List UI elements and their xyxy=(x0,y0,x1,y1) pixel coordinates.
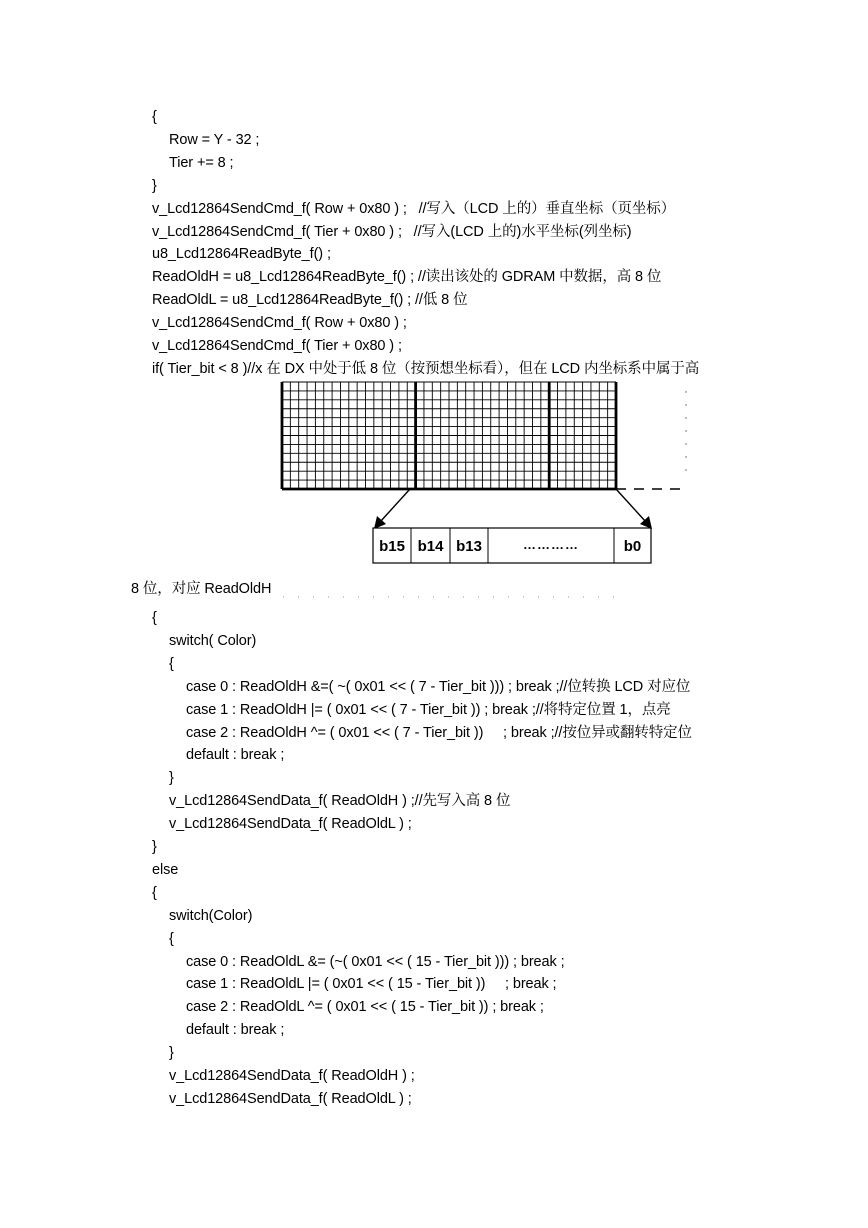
edge-dot xyxy=(685,430,686,431)
edge-dot xyxy=(685,469,686,470)
code-line: case 2 : ReadOldH ^= ( 0x01 << ( 7 - Tier_bit )) ; break ;//按位异或翻转特定位 xyxy=(186,724,692,741)
code-line: v_Lcd12864SendData_f( ReadOldL ) ; xyxy=(169,816,412,833)
code-line: case 2 : ReadOldL ^= ( 0x01 << ( 15 - Tier_bit )) ; break ; xyxy=(186,999,544,1016)
edge-dot xyxy=(685,391,686,392)
code-line: ReadOldL = u8_Lcd12864ReadByte_f() ; //低 8 位 xyxy=(152,292,468,309)
code-line: { xyxy=(169,655,174,672)
code-line: if( Tier_bit < 8 )//x 在 DX 中处于低 8 位（按预想坐标看），但在 LCD 内坐标系中属于高 xyxy=(152,360,700,377)
edge-dot xyxy=(685,443,686,444)
code-line: v_Lcd12864SendData_f( ReadOldH ) ;//先写入高 8 位 xyxy=(169,793,511,810)
code-line: { xyxy=(152,610,157,626)
edge-dot xyxy=(685,456,686,457)
code-line: { xyxy=(152,109,157,125)
code-line: ReadOldH = u8_Lcd12864ReadByte_f() ; //读出该处的 GDRAM 中数据，高 8 位 xyxy=(152,269,662,286)
code-line: u8_Lcd12864ReadByte_f() ; xyxy=(152,246,331,263)
bit-register-box xyxy=(373,528,651,563)
edge-dot xyxy=(685,417,686,418)
code-line: { xyxy=(152,884,157,901)
code-line: Tier += 8 ; xyxy=(169,154,234,171)
edge-dot xyxy=(685,404,686,405)
arrow-right xyxy=(616,489,652,529)
dotted-leader xyxy=(283,587,623,599)
code-line: case 0 : ReadOldL &= (~( 0x01 << ( 15 - Tier_bit ))) ; break ; xyxy=(186,953,565,970)
code-line: else xyxy=(152,861,179,878)
arrow-left xyxy=(374,489,410,529)
code-line: } xyxy=(169,1045,174,1062)
code-line: v_Lcd12864SendCmd_f( Tier + 0x80 ) ; xyxy=(152,338,402,354)
gdram-bit-diagram xyxy=(278,378,692,568)
code-line: switch( Color) xyxy=(169,632,257,649)
code-line: default : break ; xyxy=(186,1022,285,1039)
code-line: v_Lcd12864SendData_f( ReadOldL ) ; xyxy=(169,1090,412,1107)
bit-label-b14: b14 xyxy=(417,538,444,555)
code-line: } xyxy=(152,839,157,855)
bit-label-b13: b13 xyxy=(456,538,482,555)
code-line: } xyxy=(152,177,157,194)
code-line: switch(Color) xyxy=(169,907,253,924)
code-line: { xyxy=(169,930,174,947)
code-line: v_Lcd12864SendData_f( ReadOldH ) ; xyxy=(169,1068,415,1084)
code-line: case 1 : ReadOldL |= ( 0x01 << ( 15 - Tier_bit )) ; break ; xyxy=(186,976,557,993)
code-line: v_Lcd12864SendCmd_f( Row + 0x80 ) ; xyxy=(152,315,407,332)
bit-label-ellipsis: ………… xyxy=(523,537,579,552)
code-line: } xyxy=(169,770,174,787)
bit-label-b15: b15 xyxy=(379,538,405,555)
code-line: case 1 : ReadOldH |= ( 0x01 << ( 7 - Tier_bit )) ; break ;//将特定位置 1，点亮 xyxy=(186,701,671,718)
pixel-grid xyxy=(282,382,616,489)
dot-column xyxy=(685,391,686,470)
code-line: v_Lcd12864SendCmd_f( Row + 0x80 ) ; //写入（LCD 上的）垂直坐标（页坐标） xyxy=(152,200,676,217)
continuation-line: 8 位，对应 ReadOldH xyxy=(131,581,272,597)
code-line: default : break ; xyxy=(186,747,285,764)
code-line: case 0 : ReadOldH &=( ~( 0x01 << ( 7 - Tier_bit ))) ; break ;//位转换 LCD 对应位 xyxy=(186,678,691,695)
code-line: Row = Y - 32 ; xyxy=(169,131,260,148)
code-line: v_Lcd12864SendCmd_f( Tier + 0x80 ) ; //写入(LCD 上的)水平坐标(列坐标) xyxy=(152,223,632,240)
bit-label-b0: b0 xyxy=(623,538,642,555)
